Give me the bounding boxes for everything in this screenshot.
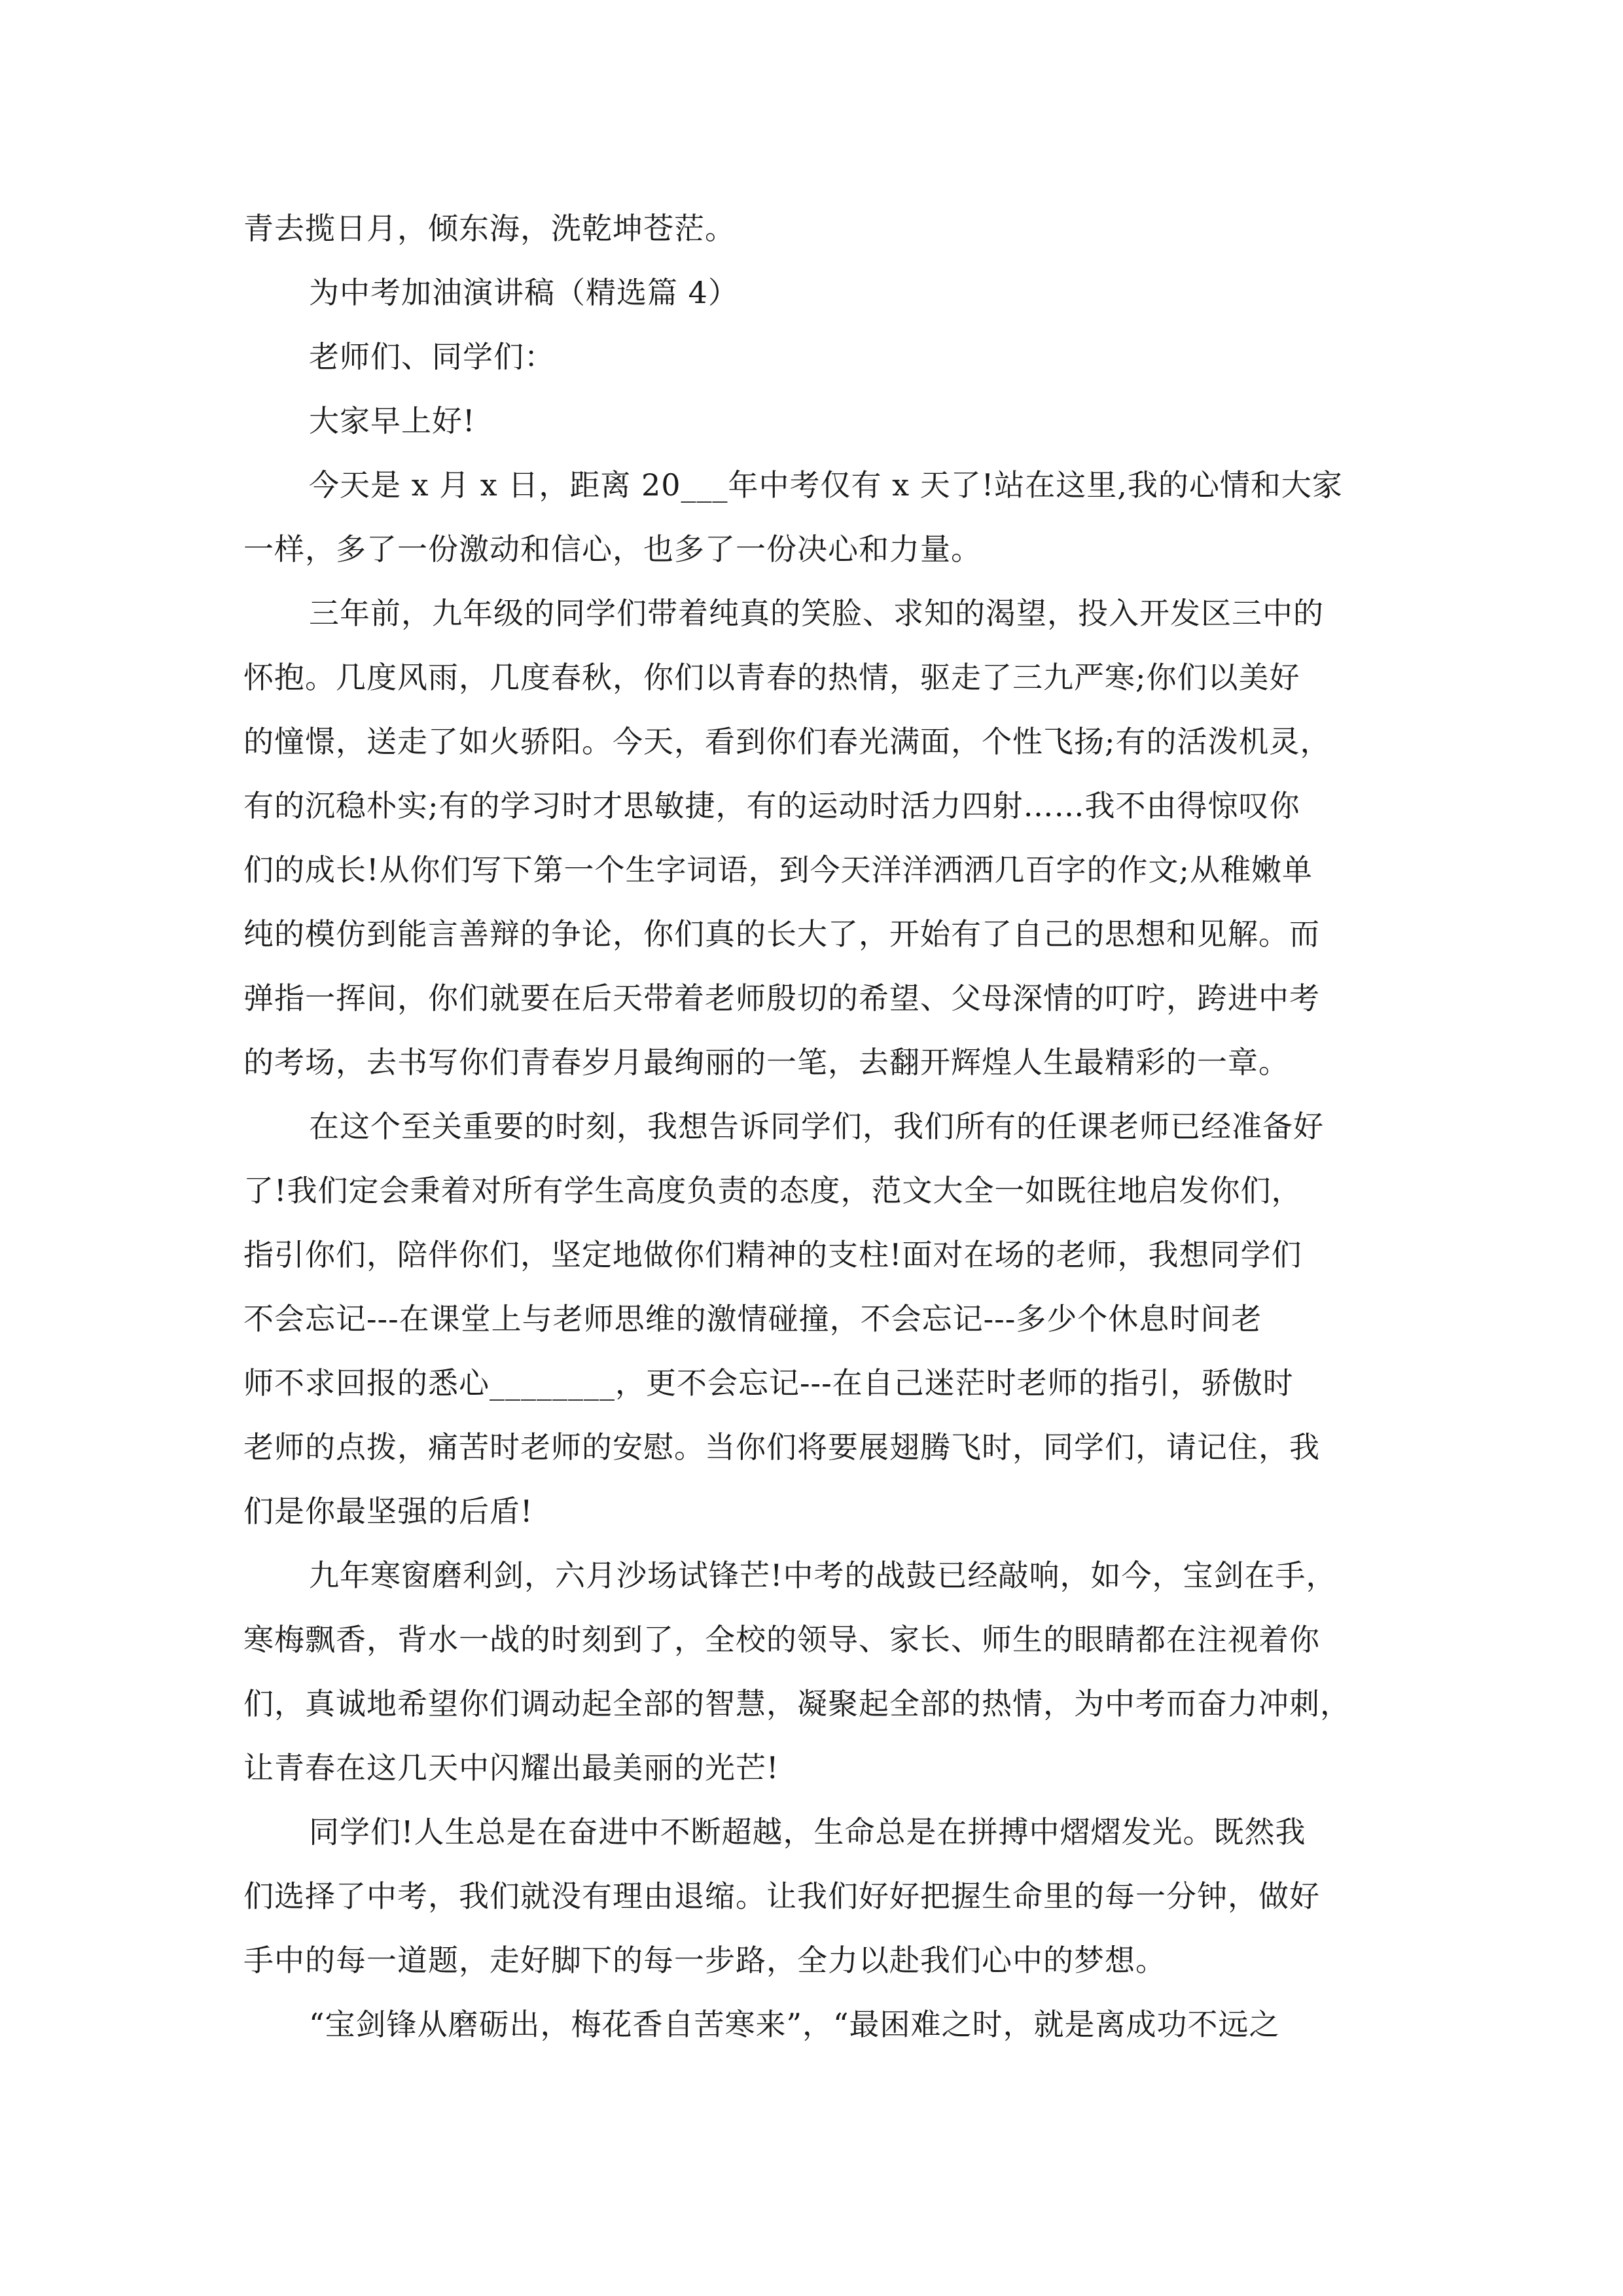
text-line: 同学们!人生总是在奋进中不断超越，生命总是在拼搏中熠熠发光。既然我 [309, 1814, 1306, 1850]
text-line: 指引你们，陪伴你们，坚定地做你们精神的支柱!面对在场的老师，我想同学们 [243, 1237, 1302, 1272]
text-line: 在这个至关重要的时刻，我想告诉同学们，我们所有的任课老师已经准备好 [309, 1109, 1324, 1144]
text-line: 老师们、同学们： [309, 339, 555, 374]
text-line: 们的成长!从你们写下第一个生字词语，到今天洋洋洒洒几百字的作文;从稚嫩单 [243, 852, 1313, 888]
text-line: 大家早上好! [309, 403, 476, 439]
text-line: 老师的点拨，痛苦时老师的安慰。当你们将要展翅腾飞时，同学们，请记住，我 [243, 1429, 1320, 1465]
text-line: 纯的模仿到能言善辩的争论，你们真的长大了，开始有了自己的思想和见解。而 [243, 916, 1320, 952]
text-line: 为中考加油演讲稿（精选篇 4） [309, 275, 739, 310]
text-line: 的考场，去书写你们青春岁月最绚丽的一笔，去翻开辉煌人生最精彩的一章。 [243, 1045, 1289, 1080]
text-line: 师不求回报的悉心________，更不会忘记---在自己迷茫时老师的指引，骄傲时 [243, 1365, 1294, 1401]
speech-text-body [243, 196, 1382, 2056]
text-line: 们选择了中考，我们就没有理由退缩。让我们好好把握生命里的每一分钟，做好 [243, 1878, 1320, 1914]
text-line: 们，真诚地希望你们调动起全部的智慧，凝聚起全部的热情，为中考而奋力冲刺， [243, 1686, 1351, 1721]
text-line: 青去揽日月，倾东海，洗乾坤苍茫。 [243, 211, 736, 246]
text-line: 手中的每一道题，走好脚下的每一步路，全力以赴我们心中的梦想。 [243, 1943, 1166, 1978]
text-line: 弹指一挥间，你们就要在后天带着老师殷切的希望、父母深情的叮咛，跨进中考 [243, 980, 1320, 1016]
text-line: 了!我们定会秉着对所有学生高度负责的态度，范文大全一如既往地启发你们， [243, 1173, 1302, 1208]
text-line: 怀抱。几度风雨，几度春秋，你们以青春的热情，驱走了三九严寒;你们以美好 [243, 660, 1300, 695]
text-line: 寒梅飘香，背水一战的时刻到了，全校的领导、家长、师生的眼睛都在注视着你 [243, 1622, 1320, 1657]
text-line: 有的沉稳朴实;有的学习时才思敏捷，有的运动时活力四射……我不由得惊叹你 [243, 788, 1300, 823]
text-line: 九年寒窗磨利剑，六月沙场试锋芒!中考的战鼓已经敲响，如今，宝剑在手， [309, 1558, 1337, 1593]
text-line: 今天是 x 月 x 日，距离 20___年中考仅有 x 天了!站在这里,我的心情和大家 [309, 467, 1343, 503]
text-line: 们是你最坚强的后盾! [243, 1494, 533, 1529]
text-line: 三年前，九年级的同学们带着纯真的笑脸、求知的渴望，投入开发区三中的 [309, 596, 1324, 631]
text-line: 的憧憬，送走了如火骄阳。今天，看到你们春光满面，个性飞扬;有的活泼机灵， [243, 724, 1331, 759]
text-line: 不会忘记---在课堂上与老师思维的激情碰撞，不会忘记---多少个休息时间老 [243, 1301, 1262, 1336]
text-line: 一样，多了一份激动和信心，也多了一份决心和力量。 [243, 531, 982, 567]
text-line: “宝剑锋从磨砺出，梅花香自苦寒来”，“最困难之时，就是离成功不远之 [309, 2007, 1280, 2042]
text-line: 让青春在这几天中闪耀出最美丽的光芒! [243, 1750, 779, 1785]
